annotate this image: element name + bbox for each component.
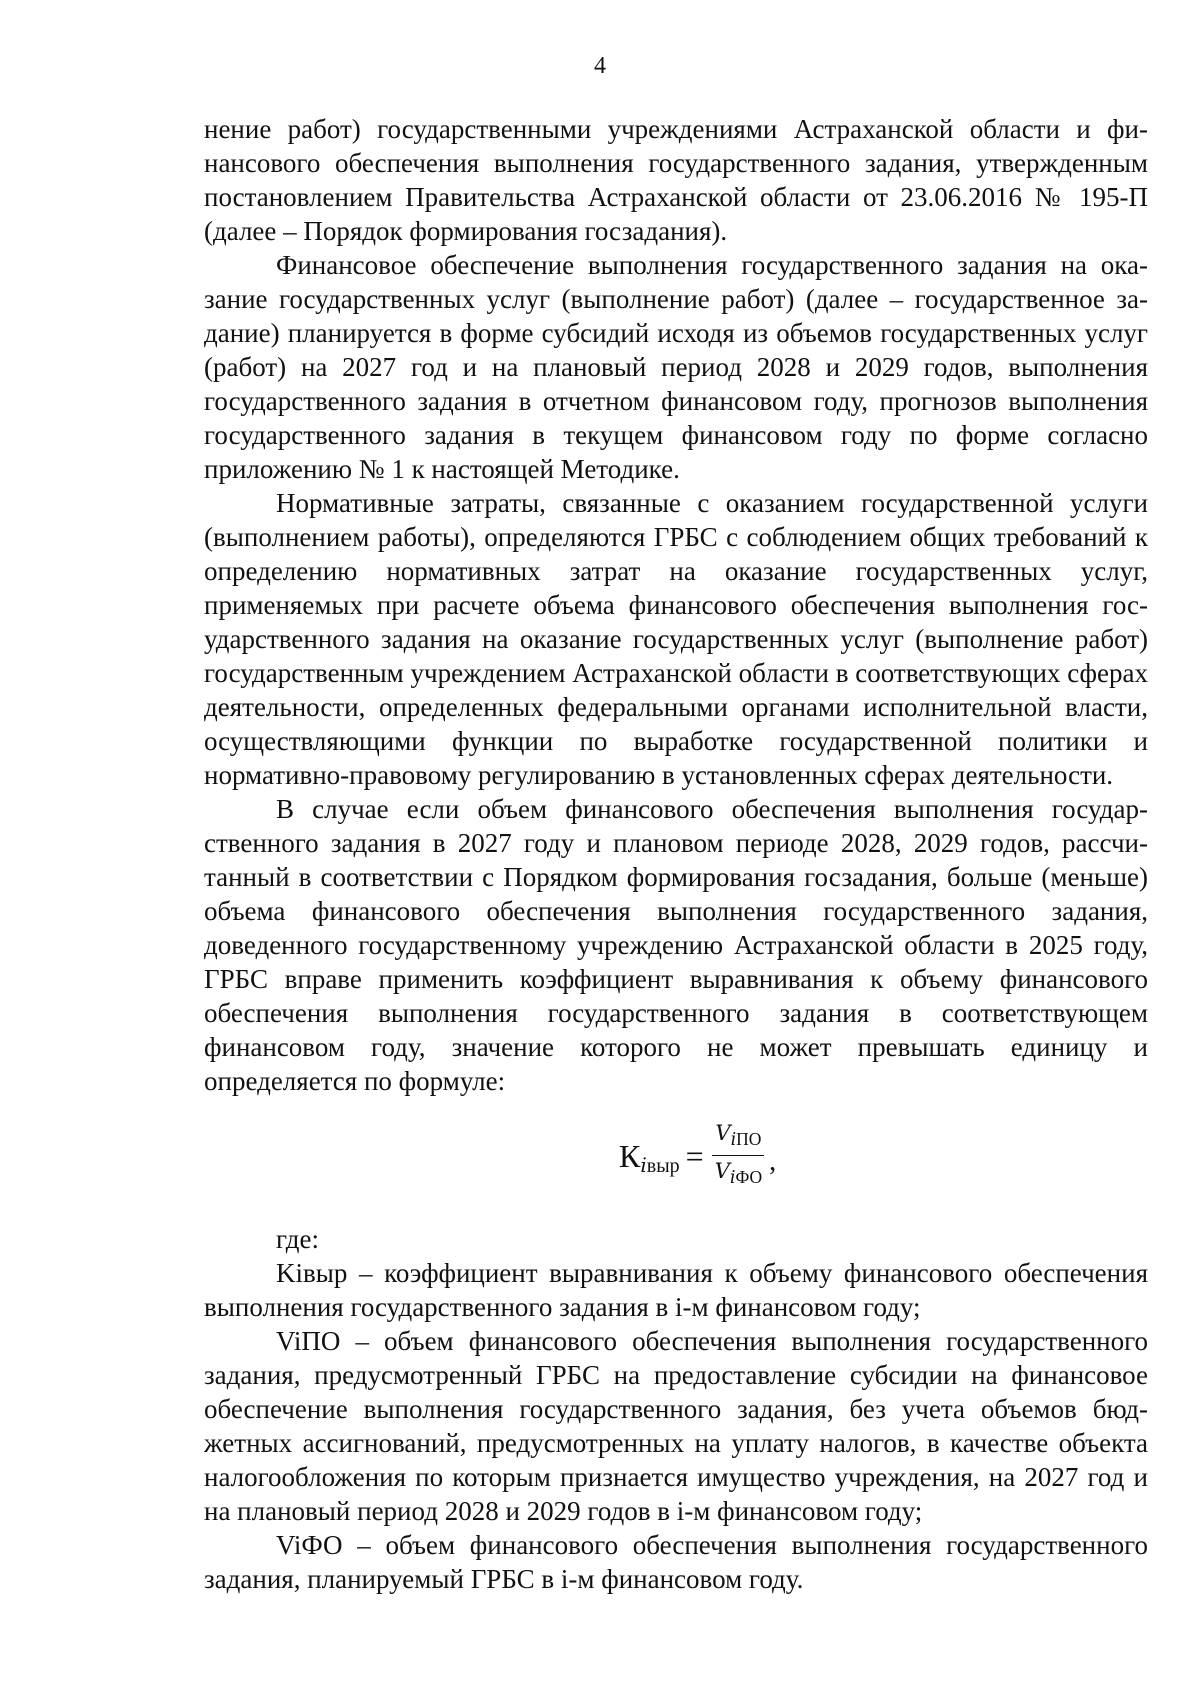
- paragraph-continuation: нение работ) государственными учреждениями Астраханской области и финансового обеспечения выполнения государственного задания, утвержденным постановлением Правительства Астраханской области от 23.06.2016 № 195-П (далее – Порядок формирования госзадания).: [204, 114, 1148, 246]
- formula-trailing-comma: ,: [769, 1145, 777, 1177]
- formula-denominator-index: i: [729, 1168, 736, 1189]
- formula-fraction: [712, 1120, 765, 1191]
- formula-lhs-subscript-index: i: [640, 1153, 647, 1178]
- paragraph-normative-costs: Нормативные затраты, связанные с оказанием государственной услуги (выполнением работы), определяются ГРБС с соблюдением общих требований к определению нормативных затрат на оказание государственных услуг, применяемых при расчете объема финансового обеспечения выполнения государственного задания на оказание государственных услуг (выполнение работ) государственным учреждением Астраханской области в соответствующих сферах деятельности, определенных федеральными органами исполнительной власти, осуществляющими функции по выработке государственной политики и нормативно-правовому регулированию в установленных сферах деятельности.: [204, 488, 1148, 790]
- definition-vipo: ViПО – объем финансового обеспечения выполнения государственного задания, предусмотренный ГРБС на предоставление субсидии на финансовое обеспечение выполнения государственного задания, без учета объемов бюджетных ассигнований, предусмотренных на уплату налогов, в качестве объекта налогообложения по которым признается имущество учреждения, на 2027 год и на плановый период 2028 и 2029 годов в i-м финансовом году;: [204, 1326, 1148, 1526]
- definition-vifo: ViФО – объем финансового обеспечения выполнения государственного задания, планируемый ГРБС в i-м финансовом году.: [204, 1530, 1148, 1594]
- formula-numerator-symbol: V: [715, 1121, 731, 1145]
- where-label: где:: [276, 1224, 319, 1254]
- paragraph-financing: Финансовое обеспечение выполнения государственного задания на оказание государственных услуг (выполнение работ) (далее – государственное задание) планируется в форме субсидий исходя из объемов государственных услуг (работ) на 2027 год и на плановый период 2028 и 2029 годов, выполнения государственного задания в отчетном финансовом году, прогнозов выполнения государственного задания в текущем финансовом году по форме согласно приложению № 1 к настоящей Методике.: [204, 250, 1148, 484]
- definition-kivyr: Kiвыр – коэффициент выравнивания к объему финансового обеспечения выполнения государственного задания в i-м финансовом году;: [204, 1258, 1148, 1322]
- page-number: 4: [594, 53, 606, 79]
- formula-block: [204, 1098, 1148, 1222]
- formula-equals: =: [685, 1137, 704, 1174]
- formula-lhs-subscript-text: выр: [646, 1155, 680, 1178]
- formula-denominator-symbol: V: [714, 1159, 730, 1184]
- formula-denominator-subscript: ФО: [735, 1167, 763, 1188]
- formula-lhs-subscript: [640, 1148, 679, 1183]
- document-body: [204, 112, 1148, 1596]
- formula-denominator: [712, 1156, 765, 1191]
- paragraph-alignment-coefficient: В случае если объем финансового обеспечения выполнения государственного задания в 2027 году и плановом периоде 2028, 2029 годов, рассчитанный в соответствии с Порядком формирования госзадания, больше (меньше) объема финансового обеспечения выполнения государственного задания, доведенного государственному учреждению Астраханской области в 2025 году, ГРБС вправе применить коэффициент выравнивания к объему финансового обеспечения выполнения государственного задания в соответствующем финансовом году, значение которого не может превышать единицу и определяется по формуле:: [204, 794, 1148, 1096]
- coefficient-formula: [619, 1120, 776, 1191]
- formula-lhs-symbol: К: [619, 1137, 641, 1174]
- formula-numerator-index: i: [730, 1130, 737, 1151]
- formula-numerator-subscript: ПО: [736, 1129, 762, 1150]
- formula-numerator: [712, 1120, 764, 1156]
